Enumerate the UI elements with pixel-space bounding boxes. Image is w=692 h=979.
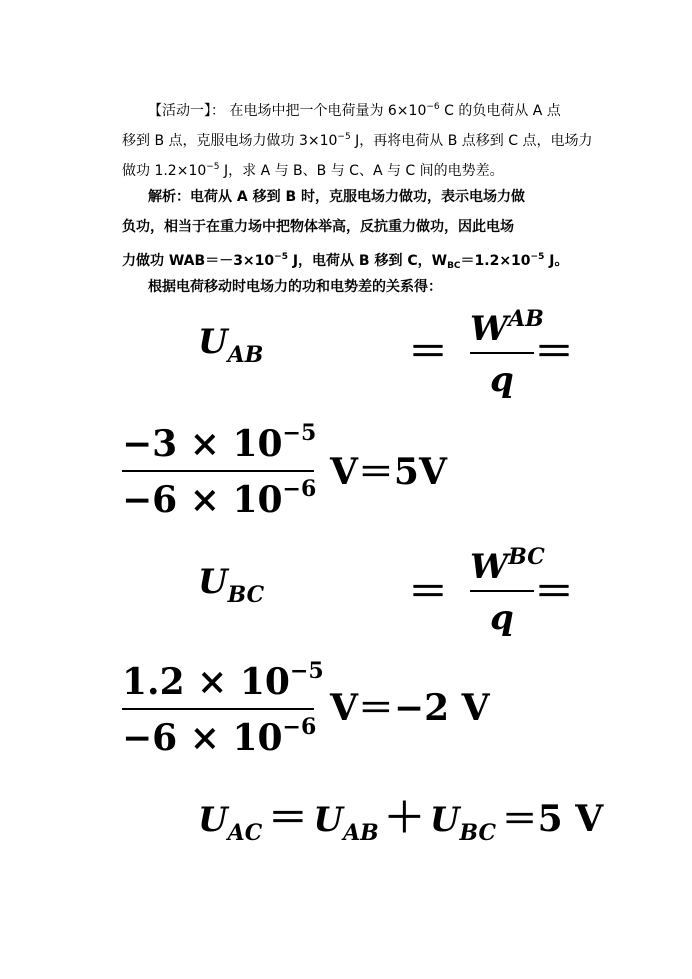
activity-line-1	[148, 92, 608, 126]
charge-symbol: q	[490, 598, 514, 638]
activity-text: 做功 1.2×10	[122, 163, 207, 179]
relation-line: 根据电荷移动时电场力的功和电势差的关系得：	[148, 279, 442, 295]
exponent: −6	[426, 102, 440, 112]
activity-line-3	[122, 152, 582, 186]
equals-sign: ＝	[408, 568, 448, 615]
solution-text: ＝1.2×10	[460, 253, 531, 269]
equals-sign: ＝	[408, 328, 448, 375]
solution-line-2: 负功，相当于在重力场中把物体举高，反抗重力做功，因此电场	[122, 219, 514, 235]
u-ac-equation: UAC ＝ UAB ＋ UBC ＝5 V	[198, 794, 604, 846]
activity-text: C 的负电荷从 A 点	[439, 103, 561, 119]
activity-line-2	[122, 122, 593, 156]
result-value: V＝5V	[330, 451, 447, 493]
fraction-bar	[122, 470, 314, 472]
equals-sign: ＝	[534, 328, 574, 375]
equals-sign: ＝	[534, 568, 574, 615]
solution-text: J。	[544, 253, 569, 269]
work-bc-symbol: WBC	[470, 544, 545, 587]
exponent: −5	[530, 252, 545, 262]
charge-symbol: q	[490, 360, 514, 400]
solution-text: J，电荷从 B 移到 C，W	[287, 253, 448, 269]
solution-line-1: 解析：电荷从 A 移到 B 时，克服电场力做功，表示电场力做	[148, 189, 526, 205]
activity-text: 移到 B 点，克服电场力做功 3×10	[122, 133, 338, 149]
activity-text: J，再将电荷从 B 点移到 C 点，电场力	[350, 133, 593, 149]
fraction-bar	[470, 590, 534, 592]
exponent: −5	[206, 162, 220, 172]
u-ab-symbol: UAB	[198, 322, 264, 368]
work-ab-symbol: WAB	[470, 306, 544, 349]
denominator: $-6 \times 10^{-6}$	[122, 714, 317, 759]
exponent: −5	[274, 252, 288, 262]
activity-text: J，求 A 与 B、B 与 C、A 与 C 间的电势差。	[219, 163, 504, 179]
result-value: V＝−2 V	[330, 687, 490, 729]
exponent: −5	[337, 132, 351, 142]
subscript: BC	[447, 261, 461, 271]
u-bc-symbol: UBC	[198, 562, 265, 608]
denominator: $-6 \times 10^{-6}$	[122, 476, 317, 521]
fraction-bar	[122, 708, 314, 710]
fraction-bar	[470, 352, 534, 354]
activity-text: 【活动一】： 在电场中把一个电荷量为 6×10	[148, 103, 427, 119]
numerator: $-3 \times 10^{-5}$	[122, 420, 317, 465]
solution-text: 力做功 WAB＝－3×10	[122, 253, 275, 269]
numerator: $1.2 \times 10^{-5}$	[122, 658, 324, 703]
